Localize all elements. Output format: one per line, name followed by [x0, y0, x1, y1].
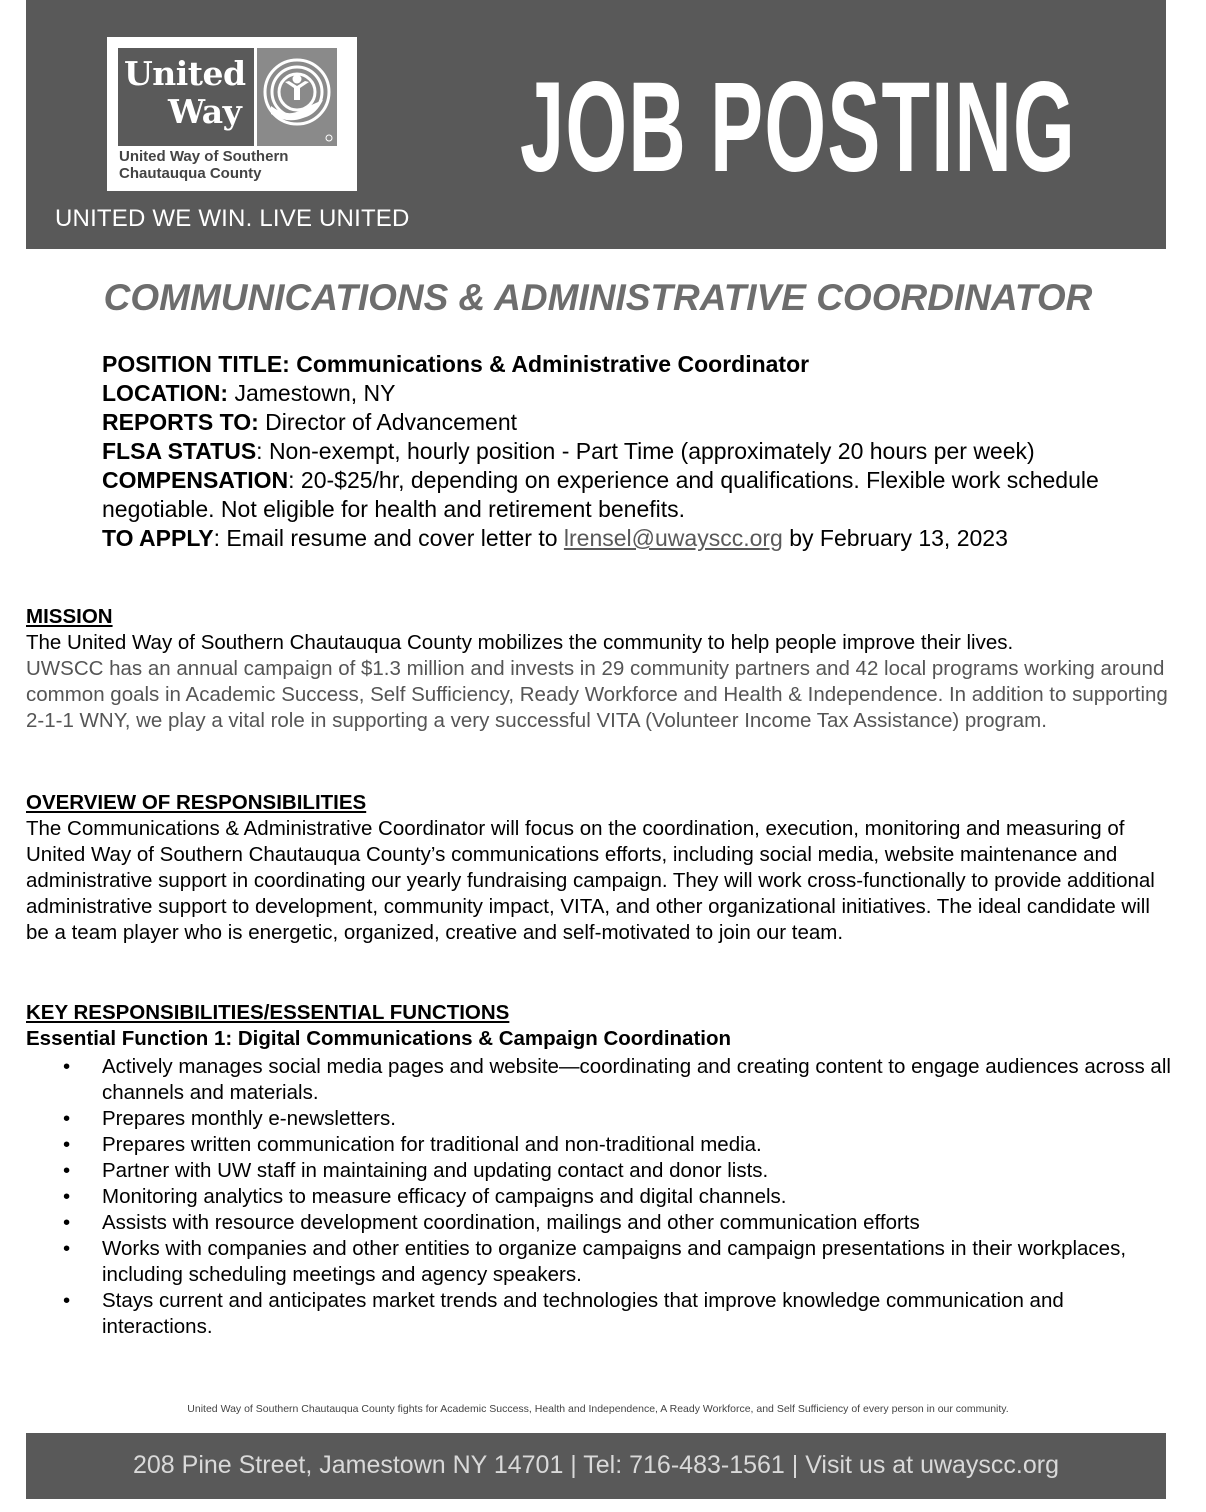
- job-posting-heading: JOB POSTING: [520, 56, 1077, 199]
- logo-word-united: United: [124, 54, 246, 93]
- list-item: • Partner with UW staff in maintaining and updating contact and donor lists.: [102, 1158, 1176, 1184]
- responsibilities-list: [26, 1054, 1176, 1340]
- apply-email-link[interactable]: lrensel@uwayscc.org: [563, 525, 783, 551]
- compensation-line: [102, 466, 1162, 524]
- reports-to-label: REPORTS TO:: [102, 409, 259, 435]
- list-item: • Actively manages social media pages and website—coordinating and creating content to engage audiences across all channels and materials.: [102, 1054, 1176, 1106]
- reports-to-value: Director of Advancement: [258, 409, 517, 435]
- mission-section: [26, 604, 1176, 734]
- overview-body: The Communications & Administrative Coordinator will focus on the coordination, execution, monitoring and measuring of United Way of Southern Chautauqua County’s communications efforts, including social media, website maintenance and administrative support in coordinating our yearly fundraising campaign. They will work cross-functionally to provide additional administrative support to development, community impact, VITA, and other organizational initiatives. The ideal candidate will be a team player who is energetic, organized, creative and self-motivated to join our team.: [26, 817, 1155, 944]
- overview-heading: OVERVIEW OF RESPONSIBILITIES: [26, 791, 367, 814]
- position-info: [102, 350, 1162, 553]
- apply-text: : Email resume and cover letter to: [213, 525, 564, 551]
- hand-person-rainbow-icon: [257, 48, 337, 146]
- location-value: Jamestown, NY: [228, 380, 396, 406]
- list-item: • Prepares written communication for traditional and non-traditional media.: [102, 1132, 1176, 1158]
- footer-bar: [26, 1433, 1166, 1499]
- mission-body: UWSCC has an annual campaign of $1.3 million and invests in 29 community partners and 42 local programs working around common goals in Academic Success, Self Sufficiency, Ready Workforce and Health & Independence. In addition to supporting 2-1-1 WNY, we play a vital role in supporting a very successful VITA (Volunteer Income Tax Assistance) program.: [26, 657, 1168, 732]
- list-item: • Works with companies and other entities to organize campaigns and campaign presentations in their workplaces, including scheduling meetings and agency speakers.: [102, 1236, 1176, 1288]
- united-way-logo: [107, 37, 357, 191]
- apply-line: [102, 524, 1162, 553]
- page-title: COMMUNICATIONS & ADMINISTRATIVE COORDINATOR: [103, 277, 1093, 318]
- compensation-label: COMPENSATION: [102, 467, 289, 493]
- position-title: POSITION TITLE: Communications & Administrative Coordinator: [102, 351, 810, 377]
- header-banner: [26, 0, 1166, 249]
- logo-subtitle-line2: Chautauqua County: [119, 165, 262, 182]
- key-responsibilities-heading: KEY RESPONSIBILITIES/ESSENTIAL FUNCTIONS: [26, 1001, 510, 1024]
- flsa-value: : Non-exempt, hourly position - Part Time (approximately 20 hours per week): [256, 438, 1035, 464]
- logo-word-way: Way: [168, 92, 242, 131]
- list-item: • Assists with resource development coordination, mailings and other communication efforts: [102, 1210, 1176, 1236]
- essential-function-title: Essential Function 1: Digital Communications & Campaign Coordination: [26, 1027, 732, 1050]
- position-title-line: [102, 350, 1162, 379]
- tagline: UNITED WE WIN. LIVE UNITED: [55, 205, 410, 232]
- apply-deadline: by February 13, 2023: [782, 525, 1008, 551]
- key-responsibilities-section: [26, 1000, 1176, 1340]
- mission-heading: MISSION: [26, 605, 113, 628]
- footer-contact: 208 Pine Street, Jamestown NY 14701 | Tel: 716-483-1561 | Visit us at uwayscc.org: [132, 1451, 1060, 1479]
- location-line: [102, 379, 1162, 408]
- list-item: • Prepares monthly e-newsletters.: [102, 1106, 1176, 1132]
- list-item: • Monitoring analytics to measure efficacy of campaigns and digital channels.: [102, 1184, 1176, 1210]
- logo-subtitle: [119, 148, 288, 182]
- logo-wordmark: [118, 48, 254, 146]
- mission-first-line: The United Way of Southern Chautauqua County mobilizes the community to help people improve their lives.: [26, 631, 1014, 654]
- footer-mission-note: United Way of Southern Chautauqua County fights for Academic Success, Health and Independence, A Ready Workforce, and Self Sufficiency of every person in our community.: [187, 1403, 1009, 1415]
- apply-label: TO APPLY: [102, 525, 214, 551]
- logo-subtitle-line1: United Way of Southern: [119, 148, 289, 165]
- location-label: LOCATION:: [102, 380, 229, 406]
- compensation-value: : 20-$25/hr, depending on experience and qualifications. Flexible work schedule negotiable. Not eligible for health and retirement benefits.: [102, 467, 1099, 522]
- flsa-label: FLSA STATUS: [102, 438, 257, 464]
- list-item: • Stays current and anticipates market trends and technologies that improve knowledge communication and interactions.: [102, 1288, 1176, 1340]
- overview-section: [26, 790, 1176, 946]
- flsa-line: [102, 437, 1162, 466]
- reports-to-line: [102, 408, 1162, 437]
